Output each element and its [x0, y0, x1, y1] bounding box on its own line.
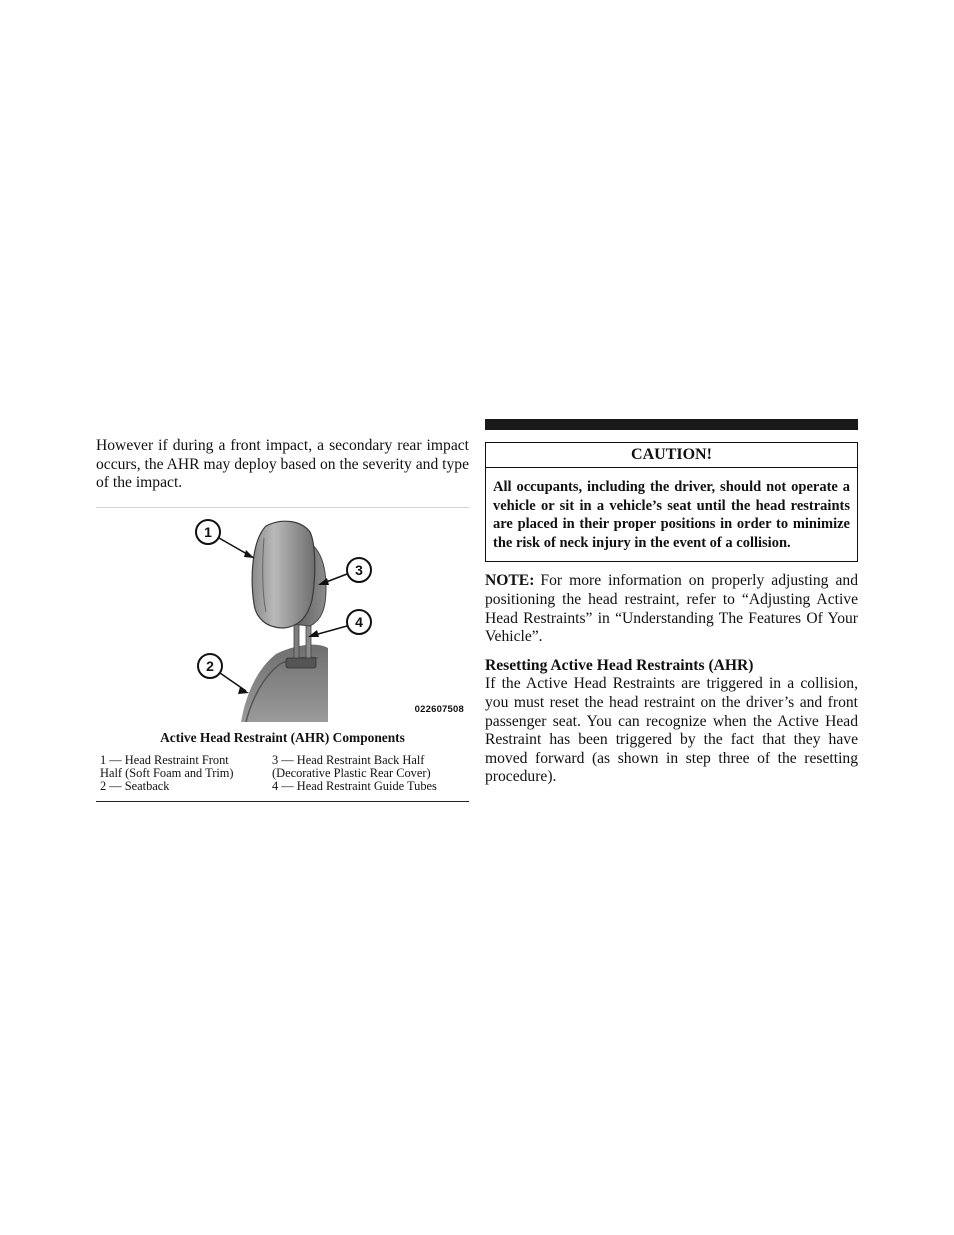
head-restraint-illustration: [96, 508, 469, 722]
legend-item-4: 4 — Head Restraint Guide Tubes: [272, 778, 437, 793]
ahr-components-figure: [96, 507, 469, 722]
figure-code: 022607508: [414, 703, 464, 715]
front-pad-shape: [252, 521, 315, 628]
section-paragraph: If the Active Head Restraints are triggered in a collision, you must reset the head restraint on the driver’s and front passenger seat. You can recognize when the Active Head Restraint has been triggered by the fact that they have moved forward (as shown in step three of the resetting procedure).: [485, 675, 858, 786]
seatback-shape: [241, 644, 328, 721]
callout-3: 3: [355, 561, 363, 578]
callout-2: 2: [206, 657, 214, 674]
note-label: NOTE:: [485, 572, 535, 590]
caution-box: [485, 442, 858, 562]
caution-title: CAUTION!: [486, 443, 857, 468]
caution-body: All occupants, including the driver, should not operate a vehicle or sit in a vehicle’s seat until the head restraints are placed in their proper positions in order to minimize the risk of neck injury in the event of a collision.: [493, 479, 850, 551]
note-paragraph: [485, 572, 858, 646]
section-heading: Resetting Active Head Restraints (AHR): [485, 656, 754, 674]
figure-legend: [96, 754, 469, 802]
figure-caption: Active Head Restraint (AHR) Components: [160, 729, 405, 745]
legend-item-2: 2 — Seatback: [100, 778, 170, 793]
left-column: [96, 437, 469, 802]
legend-item-3: 3 — Head Restraint Back Half (Decorative Plastic Rear Cover): [272, 752, 431, 780]
right-column: [485, 419, 858, 787]
note-text: For more information on properly adjusting and positioning the head restraint, refer to “Adjusting Active Head Restraints” in “Understanding The Features Of Your Vehicle”.: [485, 572, 858, 646]
section-divider-bar: [485, 419, 858, 430]
intro-paragraph: However if during a front impact, a secondary rear impact occurs, the AHR may deploy based on the severity and type of the impact.: [96, 437, 469, 492]
legend-item-1: 1 — Head Restraint Front Half (Soft Foam and Trim): [100, 752, 234, 780]
callout-4: 4: [355, 613, 363, 630]
callout-1: 1: [204, 523, 212, 540]
